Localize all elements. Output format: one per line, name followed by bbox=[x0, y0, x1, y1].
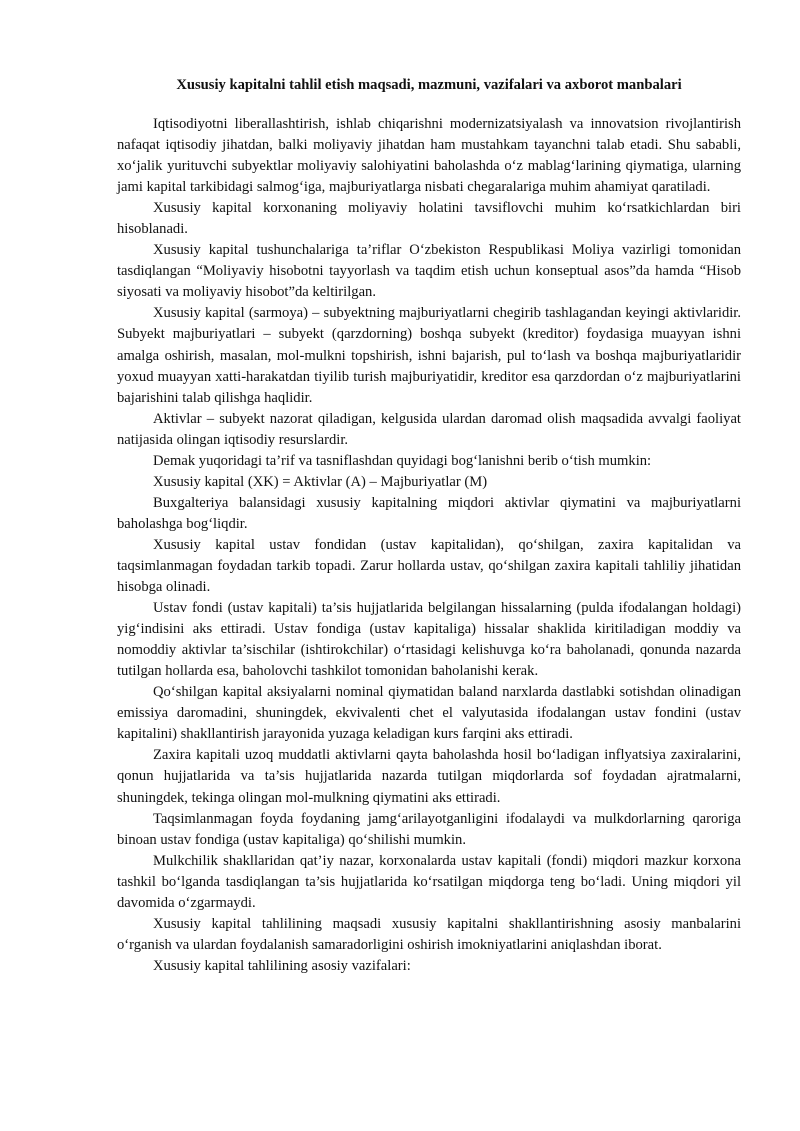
paragraph: Xususiy kapital tahlilining maqsadi xususiy kapitalni shakllantirishning asosiy manbalarini o‘rganish va ulardan foydalanish samaradorligini oshirish imokniyatlarini aniqlashdan iborat. bbox=[117, 915, 741, 953]
document-body bbox=[117, 75, 741, 977]
paragraph: Xususiy kapital tahlilining asosiy vazifalari: bbox=[153, 957, 411, 974]
paragraph: Xususiy kapital (sarmoya) – subyektning majburiyatlarni chegirib tashlagandan keyingi aktivlaridir. Subyekt majburiyatlari – subyekt (qarzdorning) boshqa subyekt (kreditor) foydasiga muayyan ishni amalga oshirish, masalan, mol-mulkni topshirish, ishni bajarish, pul to‘lash va boshqa majburiyatlaridir yoxud muayyan xatti-harakatdan tiyilib turish majburiyatidir, kreditor esa qarzdordan o‘z majburiyatlarini bajarishini talab qilishga haqlidir. bbox=[117, 305, 741, 406]
paragraph: Zaxira kapitali uzoq muddatli aktivlarni qayta baholashda hosil bo‘ladigan inflyatsiya zaxiralarini, qonun hujjatlarida va ta’sis hujjatlarida nazarda tutilgan miqdorlarda sof foydadan ajratmalarni, shuningdek, tekinga olingan mol-mulkning qiymatini aks ettiradi. bbox=[117, 747, 741, 806]
paragraph: Demak yuqoridagi ta’rif va tasniflashdan quyidagi bog‘lanishni berib o‘tish mumkin: bbox=[153, 452, 652, 469]
document-title: Xususiy kapitalni tahlil etish maqsadi, mazmuni, vazifalari va axborot manbalari bbox=[176, 77, 682, 93]
paragraph: Taqsimlanmagan foyda foydaning jamg‘arilayotganligini ifodalaydi va mulkdorlarning qaroriga binoan ustav fondiga (ustav kapitaliga) qo‘shilishi mumkin. bbox=[117, 810, 741, 848]
paragraph: Xususiy kapital korxonaning moliyaviy holatini tavsiflovchi muhim ko‘rsatkichlardan biri hisoblanadi. bbox=[117, 200, 741, 238]
paragraph: Mulkchilik shakllaridan qat’iy nazar, korxonalarda ustav kapitali (fondi) miqdori mazkur korxona tashkil bo‘lganda tasdiqlangan ta’sis hujjatlarida ko‘rsatilgan miqdorga teng bo‘ladi. Uning miqdori yil davomida o‘zgarmaydi. bbox=[117, 852, 741, 911]
paragraph: Buxgalteriya balansidagi xususiy kapitalning miqdori aktivlar qiymatini va majburiyatlarni baholashga bog‘liqdir. bbox=[117, 494, 741, 532]
paragraph: Xususiy kapital tushunchalariga ta’riflar O‘zbekiston Respublikasi Moliya vazirligi tomonidan tasdiqlangan “Moliyaviy hisobotni tayyorlash va taqdim etish uchun konseptual asos”da hamda “Hisob siyosati va moliyaviy hisobot”da keltirilgan. bbox=[117, 242, 741, 301]
formula-line: Xususiy kapital (XK) = Aktivlar (A) – Majburiyatlar (M) bbox=[153, 473, 488, 490]
paragraph: Qo‘shilgan kapital aksiyalarni nominal qiymatidan baland narxlarda dastlabki sotishdan olinadigan emissiya daromadini, shuningdek, ekvivalenti chet el valyutasida ifodalangan ustav fondini (ustav kapitalini) shakllantirish jarayonida yuzaga keladigan kurs farqini aks ettiradi. bbox=[117, 684, 741, 743]
paragraph: Iqtisodiyotni liberallashtirish, ishlab chiqarishni modernizatsiyalash va innovatsion rivojlantirish nafaqat iqtisodiy jihatdan, balki moliyaviy jihatdan ham mustahkam tayanchni talab etadi. Shu sababli, xo‘jalik yurituvchi subyektlar moliyaviy salohiyatini baholashda o‘z mablag‘larining qiymatiga, ularning jami kapital tarkibidagi salmog‘iga, majburiyatlarga nisbati chegaralariga muhim ahamiyat qaratiladi. bbox=[117, 116, 741, 196]
paragraph: Xususiy kapital ustav fondidan (ustav kapitalidan), qo‘shilgan, zaxira kapitalidan va taqsimlanmagan foydadan tarkib topadi. Zarur hollarda ustav, qo‘shilgan zaxira kapitali tahliliy jihatidan hisobga olinadi. bbox=[117, 536, 741, 596]
paragraph: Ustav fondi (ustav kapitali) ta’sis hujjatlarida belgilangan hissalarning (pulda ifodalangan holdagi) yig‘indisini aks ettiradi. Ustav fondiga (ustav kapitaliga) hissalar shaklida kiritiladigan moddiy va nomoddiy aktivlar ta’sischilar (ishtirokchilar) o‘rtasidagi kelishuvga ko‘ra baholanadi, qonunda nazarda tutilgan hollarda esa, baholovchi tashkilot tomonidan baholanishi kerak. bbox=[117, 600, 741, 680]
paragraph: Aktivlar – subyekt nazorat qiladigan, kelgusida ulardan daromad olish maqsadida avvalgi faoliyat natijasida olingan iqtisodiy resurslardir. bbox=[117, 410, 741, 448]
